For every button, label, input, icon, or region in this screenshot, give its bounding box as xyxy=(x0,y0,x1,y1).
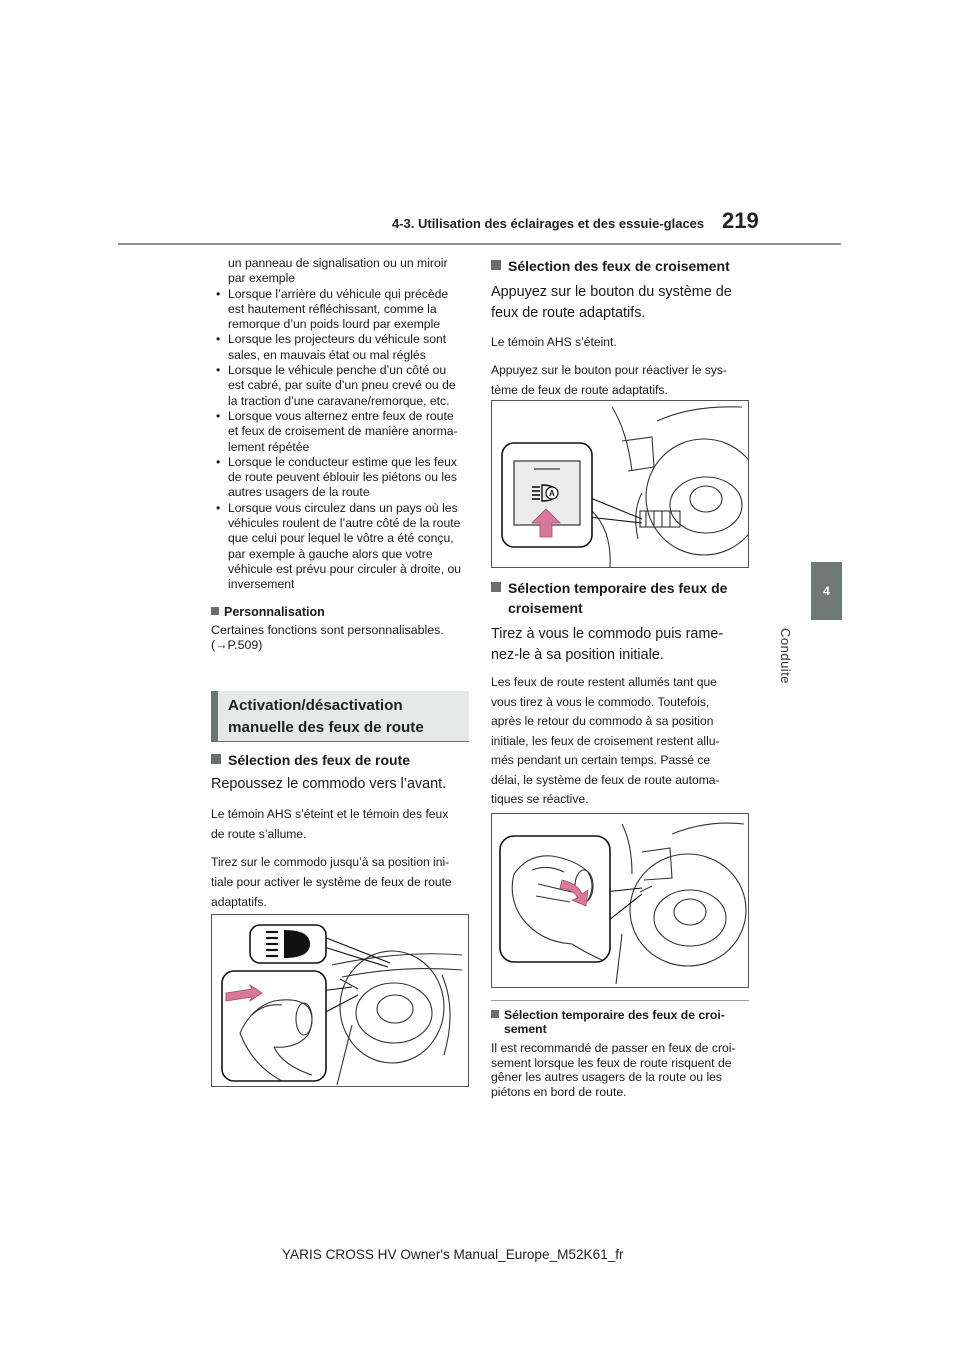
list-item: par exemple xyxy=(228,271,296,286)
list-item: • Lorsque le conducteur estime que les feux xyxy=(211,455,469,470)
high-beam-text-1b: de route s’allume. xyxy=(211,827,307,841)
page-footer: YARIS CROSS HV Owner's Manual_Europe_M52K61_fr xyxy=(282,1247,624,1262)
body-line: més pendant un certain temps. Passé ce xyxy=(491,753,711,767)
temporary-low-beam-heading: Sélection temporaire des feux de croisement xyxy=(491,578,749,618)
personnalisation-heading: Personnalisation xyxy=(211,605,469,619)
header-divider xyxy=(118,243,841,245)
high-beam-heading: Sélection des feux de route xyxy=(211,750,469,770)
list-item: inversement xyxy=(228,577,295,592)
chapter-number: 4 xyxy=(823,584,830,598)
section-heading-line1: Activation/désactivation xyxy=(228,697,403,714)
section-heading-line2: manuelle des feux de route xyxy=(228,719,424,736)
list-item: par exemple à gauche alors que votre xyxy=(228,546,433,561)
low-beam-lead-2: feux de route adaptatifs. xyxy=(491,305,646,321)
square-marker-icon xyxy=(211,754,221,764)
list-item: véhicules roulent de l’autre côté de la route xyxy=(228,516,461,531)
body-line: Il est recommandé de passer en feux de croi- xyxy=(491,1041,736,1055)
list-item: • Lorsque le véhicule penche d’un côté ou xyxy=(211,363,469,378)
right-column xyxy=(491,256,749,400)
personnalisation-text: Certaines fonctions sont personnalisables. xyxy=(211,622,444,637)
high-beam-text-2a: Tirez sur le commodo jusqu’à sa position ini- xyxy=(211,855,450,869)
body-line: sement lorsque les feux de route risquent de xyxy=(491,1055,732,1070)
temporary-low-beam-lead-2: nez-le à sa position initiale. xyxy=(491,647,664,663)
list-item: un panneau de signalisation ou un miroir xyxy=(228,256,448,270)
temporary-low-beam-note xyxy=(491,1008,749,1099)
low-beam-text-2b: tème de feux de route adaptatifs. xyxy=(491,383,668,397)
temporary-low-beam-section xyxy=(491,578,749,810)
list-item: • Lorsque vous alternez entre feux de route xyxy=(211,409,469,424)
body-line: gêner les autres usagers de la route ou les xyxy=(491,1070,723,1084)
chapter-tab xyxy=(811,562,842,620)
square-marker-icon xyxy=(491,1010,499,1018)
low-beam-text-2a: Appuyez sur le bouton pour réactiver le sys- xyxy=(491,363,727,377)
condition-list xyxy=(211,256,469,593)
personnalisation-ref: (→P.509) xyxy=(211,638,263,653)
section-heading-rule xyxy=(211,741,469,742)
square-marker-icon xyxy=(211,607,219,615)
figure-ahs-button xyxy=(491,400,749,568)
square-marker-icon xyxy=(491,582,501,592)
left-column xyxy=(211,256,469,654)
lever-pull-illustration xyxy=(492,814,748,987)
list-item: véhicule est prévu pour circuler à droite, ou xyxy=(228,561,462,576)
figure-pull-lever xyxy=(491,813,749,988)
list-item: • Lorsque l’arrière du véhicule qui précède xyxy=(211,287,469,302)
body-line: Les feux de route restent allumés tant que xyxy=(491,675,717,689)
note-body xyxy=(491,1041,749,1099)
body-line: initiale, les feux de croisement restent allu- xyxy=(491,733,720,748)
note-heading-cont: sement xyxy=(504,1022,547,1036)
high-beam-text-2b: tiale pour activer le système de feux de route xyxy=(211,875,452,889)
body-line: tiques se réactive. xyxy=(491,792,589,806)
list-item: lement répétée xyxy=(228,439,310,454)
low-beam-lead-1: Appuyez sur le bouton du système de xyxy=(491,284,732,300)
body-line: délai, le système de feux de route automa- xyxy=(491,772,720,787)
figure-high-beam-lever xyxy=(211,914,469,1087)
chapter-label: Conduite xyxy=(778,628,793,685)
lever-push-illustration xyxy=(212,915,468,1086)
body-line: piétons en bord de route. xyxy=(491,1084,627,1099)
list-item: autres usagers de la route xyxy=(228,485,370,500)
ahs-button-illustration xyxy=(492,401,748,567)
high-beam-section xyxy=(211,750,469,912)
high-beam-text-1a: Le témoin AHS s’éteint et le témoin des feux xyxy=(211,807,449,821)
page-number: 219 xyxy=(722,208,759,233)
low-beam-heading: Sélection des feux de croisement xyxy=(491,256,749,276)
body-line: vous tirez à vous le commodo. Toutefois, xyxy=(491,694,710,709)
list-item: et feux de croisement de manière anorma- xyxy=(228,424,458,439)
section-heading-box xyxy=(211,691,469,742)
svg-text:A: A xyxy=(549,489,555,498)
note-divider xyxy=(491,1000,749,1001)
body-line: après le retour du commodo à sa position xyxy=(491,714,714,728)
list-item: remorque d’un poids lourd par exemple xyxy=(228,317,441,332)
square-marker-icon xyxy=(491,260,501,270)
list-item: de route peuvent éblouir les piétons ou les xyxy=(228,470,458,485)
temporary-low-beam-body xyxy=(491,673,749,810)
high-beam-lead: Repoussez le commodo vers l’avant. xyxy=(211,776,447,792)
list-item: • Lorsque les projecteurs du véhicule sont xyxy=(211,332,469,347)
list-item: la traction d’une caravane/remorque, etc. xyxy=(228,393,450,408)
list-item: sales, en mauvais état ou mal réglés xyxy=(228,347,426,362)
note-heading: Sélection temporaire des feux de croi- xyxy=(491,1008,749,1022)
low-beam-text-1: Le témoin AHS s’éteint. xyxy=(491,335,617,349)
list-item: que celui pour lequel le vôtre a été conçu, xyxy=(228,531,454,546)
list-item: est cabré, par suite d’un pneu crevé ou de xyxy=(228,378,456,393)
list-item: • Lorsque vous circulez dans un pays où les xyxy=(211,501,469,516)
list-item: est hautement réfléchissant, comme la xyxy=(228,301,437,316)
high-beam-text-2c: adaptatifs. xyxy=(211,895,267,909)
section-header-title: 4-3. Utilisation des éclairages et des essuie-glaces xyxy=(392,216,705,231)
temporary-low-beam-lead-1: Tirez à vous le commodo puis rame- xyxy=(491,626,724,642)
